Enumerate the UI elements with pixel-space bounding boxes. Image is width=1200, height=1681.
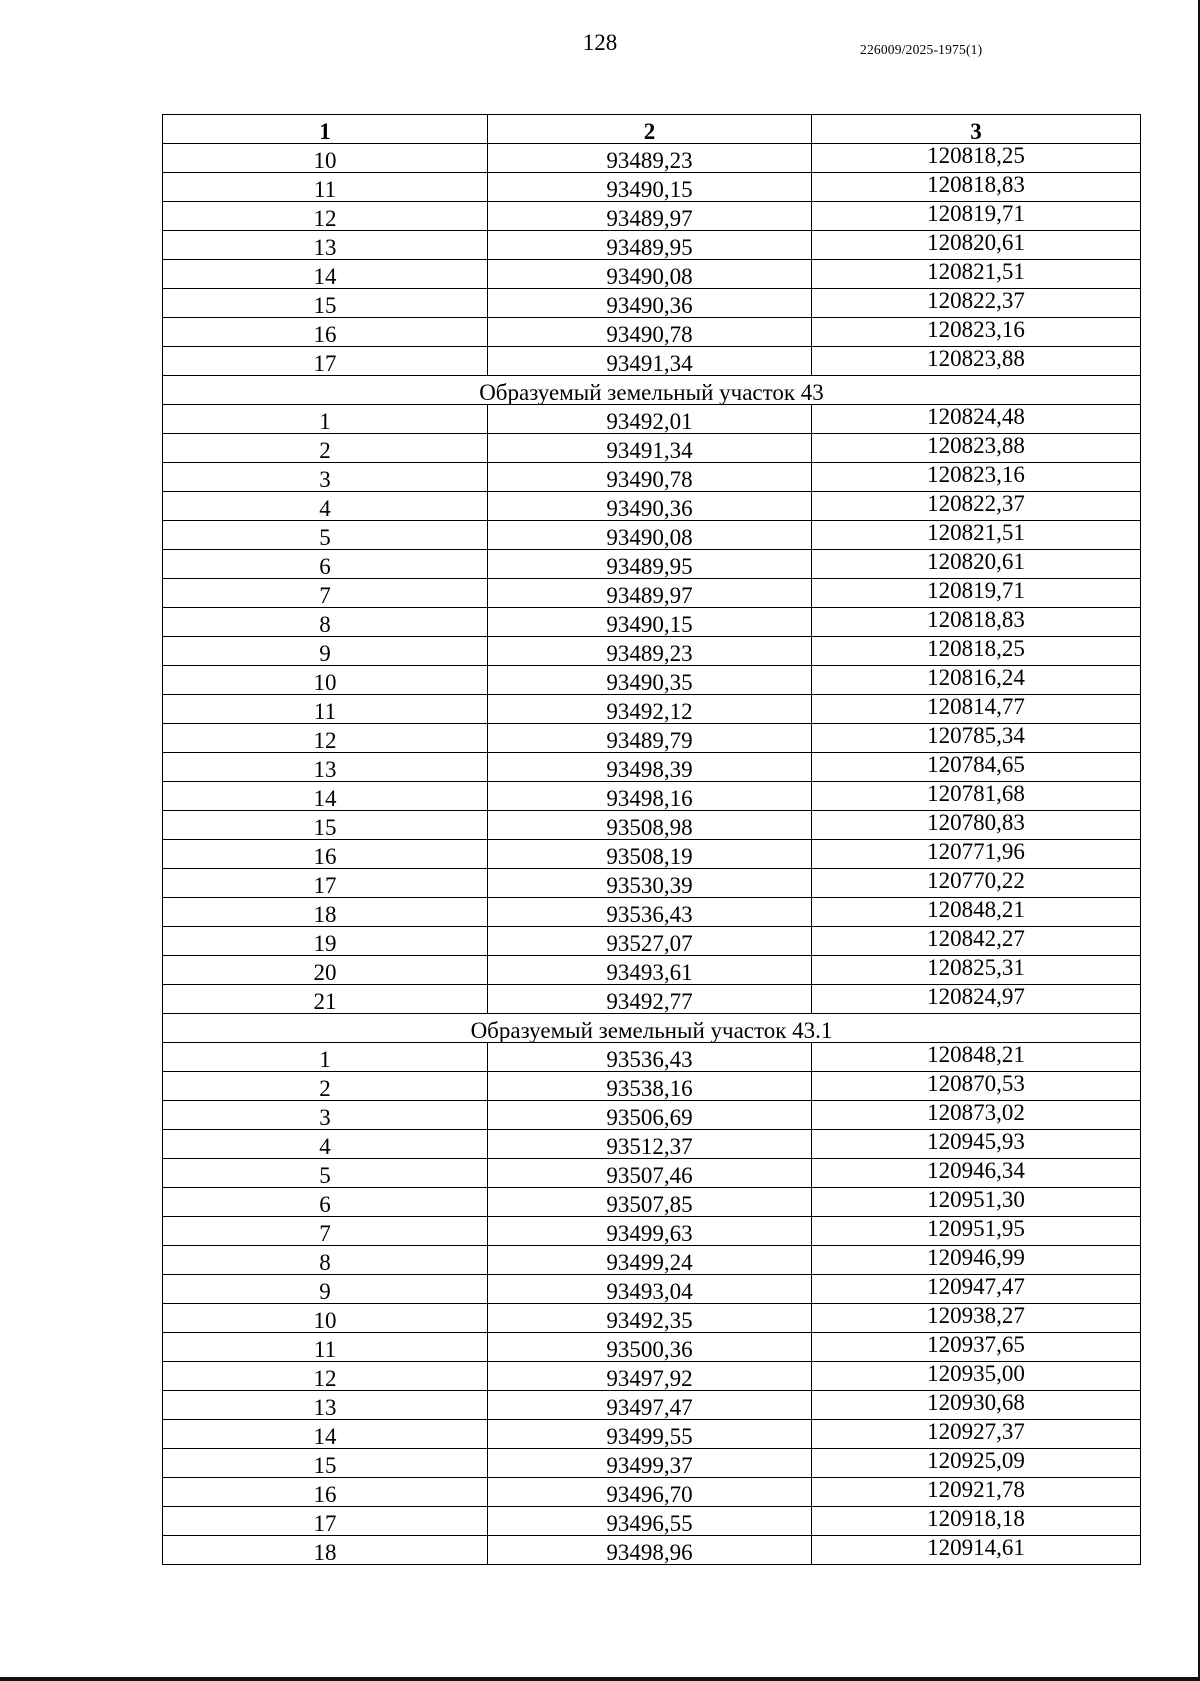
y-coordinate-cell: 120814,77 [812, 695, 1141, 724]
x-coordinate-cell: 93490,15 [488, 173, 812, 202]
x-coordinate-cell: 93489,95 [488, 550, 812, 579]
x-coordinate-cell: 93490,08 [488, 521, 812, 550]
table-row [163, 1275, 1141, 1304]
x-coordinate-cell: 93492,35 [488, 1304, 812, 1333]
coordinates-table [162, 114, 1141, 1565]
y-coordinate-cell: 120951,95 [812, 1217, 1141, 1246]
section-title-row [163, 376, 1141, 405]
point-number-cell: 8 [163, 1246, 488, 1275]
point-number-cell: 6 [163, 1188, 488, 1217]
table-row [163, 753, 1141, 782]
point-number-cell: 15 [163, 289, 488, 318]
y-coordinate-cell: 120816,24 [812, 666, 1141, 695]
x-coordinate-cell: 93500,36 [488, 1333, 812, 1362]
y-coordinate-cell: 120770,22 [812, 869, 1141, 898]
table-row [163, 695, 1141, 724]
table-row [163, 1304, 1141, 1333]
table-row [163, 318, 1141, 347]
point-number-cell: 11 [163, 1333, 488, 1362]
x-coordinate-cell: 93538,16 [488, 1072, 812, 1101]
x-coordinate-cell: 93499,24 [488, 1246, 812, 1275]
x-coordinate-cell: 93492,12 [488, 695, 812, 724]
point-number-cell: 9 [163, 637, 488, 666]
page-number: 128 [582, 30, 618, 55]
y-coordinate-cell: 120823,16 [812, 463, 1141, 492]
x-coordinate-cell: 93508,98 [488, 811, 812, 840]
x-coordinate-cell: 93492,77 [488, 985, 812, 1014]
point-number-cell: 6 [163, 550, 488, 579]
table-row [163, 1072, 1141, 1101]
y-coordinate-cell: 120823,88 [812, 347, 1141, 376]
x-coordinate-cell: 93499,55 [488, 1420, 812, 1449]
table-row [163, 811, 1141, 840]
y-coordinate-cell: 120848,21 [812, 1043, 1141, 1072]
x-coordinate-cell: 93492,01 [488, 405, 812, 434]
point-number-cell: 10 [163, 1304, 488, 1333]
y-coordinate-cell: 120930,68 [812, 1391, 1141, 1420]
x-coordinate-cell: 93491,34 [488, 347, 812, 376]
y-coordinate-cell: 120822,37 [812, 492, 1141, 521]
y-coordinate-cell: 120819,71 [812, 579, 1141, 608]
point-number-cell: 21 [163, 985, 488, 1014]
x-coordinate-cell: 93527,07 [488, 927, 812, 956]
point-number-cell: 12 [163, 202, 488, 231]
point-number-cell: 14 [163, 260, 488, 289]
table-row [163, 173, 1141, 202]
y-coordinate-cell: 120842,27 [812, 927, 1141, 956]
y-coordinate-cell: 120870,53 [812, 1072, 1141, 1101]
x-coordinate-cell: 93507,85 [488, 1188, 812, 1217]
table-row [163, 927, 1141, 956]
point-number-cell: 16 [163, 840, 488, 869]
y-coordinate-cell: 120945,93 [812, 1130, 1141, 1159]
point-number-cell: 1 [163, 405, 488, 434]
y-coordinate-cell: 120873,02 [812, 1101, 1141, 1130]
point-number-cell: 1 [163, 1043, 488, 1072]
point-number-cell: 11 [163, 695, 488, 724]
y-coordinate-cell: 120780,83 [812, 811, 1141, 840]
x-coordinate-cell: 93490,15 [488, 608, 812, 637]
y-coordinate-cell: 120823,16 [812, 318, 1141, 347]
x-coordinate-cell: 93512,37 [488, 1130, 812, 1159]
x-coordinate-cell: 93497,92 [488, 1362, 812, 1391]
point-number-cell: 8 [163, 608, 488, 637]
column-header-2: 2 [488, 115, 812, 144]
table-row [163, 666, 1141, 695]
y-coordinate-cell: 120820,61 [812, 550, 1141, 579]
table-header-row [163, 115, 1141, 144]
point-number-cell: 19 [163, 927, 488, 956]
y-coordinate-cell: 120921,78 [812, 1478, 1141, 1507]
x-coordinate-cell: 93489,97 [488, 202, 812, 231]
point-number-cell: 17 [163, 347, 488, 376]
x-coordinate-cell: 93491,34 [488, 434, 812, 463]
table-row [163, 434, 1141, 463]
x-coordinate-cell: 93499,37 [488, 1449, 812, 1478]
point-number-cell: 11 [163, 173, 488, 202]
y-coordinate-cell: 120823,88 [812, 434, 1141, 463]
table-row [163, 1159, 1141, 1188]
table-row [163, 985, 1141, 1014]
coordinates-table-body [163, 144, 1141, 1565]
table-row [163, 1362, 1141, 1391]
y-coordinate-cell: 120918,18 [812, 1507, 1141, 1536]
x-coordinate-cell: 93497,47 [488, 1391, 812, 1420]
y-coordinate-cell: 120947,47 [812, 1275, 1141, 1304]
table-row [163, 898, 1141, 927]
x-coordinate-cell: 93506,69 [488, 1101, 812, 1130]
y-coordinate-cell: 120820,61 [812, 231, 1141, 260]
table-row [163, 1420, 1141, 1449]
column-header-1: 1 [163, 115, 488, 144]
table-row [163, 782, 1141, 811]
x-coordinate-cell: 93498,16 [488, 782, 812, 811]
point-number-cell: 13 [163, 1391, 488, 1420]
point-number-cell: 17 [163, 869, 488, 898]
point-number-cell: 16 [163, 318, 488, 347]
point-number-cell: 7 [163, 579, 488, 608]
y-coordinate-cell: 120925,09 [812, 1449, 1141, 1478]
x-coordinate-cell: 93508,19 [488, 840, 812, 869]
y-coordinate-cell: 120771,96 [812, 840, 1141, 869]
table-row [163, 1217, 1141, 1246]
point-number-cell: 12 [163, 724, 488, 753]
y-coordinate-cell: 120824,97 [812, 985, 1141, 1014]
y-coordinate-cell: 120946,99 [812, 1246, 1141, 1275]
x-coordinate-cell: 93530,39 [488, 869, 812, 898]
section-title: Образуемый земельный участок 43 [163, 376, 1141, 405]
table-row [163, 1449, 1141, 1478]
x-coordinate-cell: 93499,63 [488, 1217, 812, 1246]
x-coordinate-cell: 93489,79 [488, 724, 812, 753]
x-coordinate-cell: 93489,23 [488, 144, 812, 173]
y-coordinate-cell: 120937,65 [812, 1333, 1141, 1362]
table-row [163, 347, 1141, 376]
table-row [163, 608, 1141, 637]
table-row [163, 289, 1141, 318]
point-number-cell: 20 [163, 956, 488, 985]
table-row [163, 231, 1141, 260]
y-coordinate-cell: 120824,48 [812, 405, 1141, 434]
y-coordinate-cell: 120781,68 [812, 782, 1141, 811]
y-coordinate-cell: 120818,83 [812, 173, 1141, 202]
table-row [163, 260, 1141, 289]
point-number-cell: 17 [163, 1507, 488, 1536]
point-number-cell: 15 [163, 811, 488, 840]
y-coordinate-cell: 120784,65 [812, 753, 1141, 782]
table-row [163, 463, 1141, 492]
point-number-cell: 3 [163, 1101, 488, 1130]
x-coordinate-cell: 93498,39 [488, 753, 812, 782]
point-number-cell: 4 [163, 492, 488, 521]
x-coordinate-cell: 93493,61 [488, 956, 812, 985]
x-coordinate-cell: 93489,95 [488, 231, 812, 260]
x-coordinate-cell: 93493,04 [488, 1275, 812, 1304]
y-coordinate-cell: 120946,34 [812, 1159, 1141, 1188]
x-coordinate-cell: 93498,96 [488, 1536, 812, 1565]
point-number-cell: 5 [163, 1159, 488, 1188]
point-number-cell: 13 [163, 231, 488, 260]
point-number-cell: 9 [163, 1275, 488, 1304]
x-coordinate-cell: 93490,78 [488, 318, 812, 347]
point-number-cell: 10 [163, 144, 488, 173]
table-row [163, 202, 1141, 231]
table-row [163, 840, 1141, 869]
point-number-cell: 18 [163, 898, 488, 927]
table-row [163, 1391, 1141, 1420]
y-coordinate-cell: 120927,37 [812, 1420, 1141, 1449]
x-coordinate-cell: 93507,46 [488, 1159, 812, 1188]
y-coordinate-cell: 120938,27 [812, 1304, 1141, 1333]
point-number-cell: 2 [163, 1072, 488, 1101]
y-coordinate-cell: 120848,21 [812, 898, 1141, 927]
document-code: 226009/2025-1975(1) [860, 42, 983, 57]
table-row [163, 579, 1141, 608]
point-number-cell: 16 [163, 1478, 488, 1507]
table-row [163, 492, 1141, 521]
point-number-cell: 13 [163, 753, 488, 782]
x-coordinate-cell: 93490,36 [488, 492, 812, 521]
y-coordinate-cell: 120825,31 [812, 956, 1141, 985]
x-coordinate-cell: 93496,55 [488, 1507, 812, 1536]
point-number-cell: 12 [163, 1362, 488, 1391]
point-number-cell: 18 [163, 1536, 488, 1565]
column-header-3: 3 [812, 115, 1141, 144]
x-coordinate-cell: 93490,35 [488, 666, 812, 695]
point-number-cell: 7 [163, 1217, 488, 1246]
table-row [163, 869, 1141, 898]
point-number-cell: 5 [163, 521, 488, 550]
table-row [163, 1478, 1141, 1507]
table-row [163, 405, 1141, 434]
table-row [163, 1246, 1141, 1275]
table-row [163, 1130, 1141, 1159]
section-title-row [163, 1014, 1141, 1043]
x-coordinate-cell: 93490,36 [488, 289, 812, 318]
table-row [163, 956, 1141, 985]
table-row [163, 724, 1141, 753]
y-coordinate-cell: 120821,51 [812, 260, 1141, 289]
y-coordinate-cell: 120819,71 [812, 202, 1141, 231]
x-coordinate-cell: 93489,23 [488, 637, 812, 666]
x-coordinate-cell: 93490,78 [488, 463, 812, 492]
table-row [163, 637, 1141, 666]
y-coordinate-cell: 120821,51 [812, 521, 1141, 550]
point-number-cell: 14 [163, 1420, 488, 1449]
table-row [163, 1101, 1141, 1130]
point-number-cell: 14 [163, 782, 488, 811]
y-coordinate-cell: 120818,83 [812, 608, 1141, 637]
y-coordinate-cell: 120785,34 [812, 724, 1141, 753]
point-number-cell: 2 [163, 434, 488, 463]
x-coordinate-cell: 93536,43 [488, 1043, 812, 1072]
y-coordinate-cell: 120951,30 [812, 1188, 1141, 1217]
point-number-cell: 10 [163, 666, 488, 695]
scan-edge-bottom [0, 1677, 1200, 1681]
x-coordinate-cell: 93496,70 [488, 1478, 812, 1507]
x-coordinate-cell: 93536,43 [488, 898, 812, 927]
y-coordinate-cell: 120818,25 [812, 144, 1141, 173]
point-number-cell: 3 [163, 463, 488, 492]
y-coordinate-cell: 120822,37 [812, 289, 1141, 318]
y-coordinate-cell: 120914,61 [812, 1536, 1141, 1565]
x-coordinate-cell: 93490,08 [488, 260, 812, 289]
table-row [163, 1507, 1141, 1536]
table-row [163, 1188, 1141, 1217]
point-number-cell: 15 [163, 1449, 488, 1478]
y-coordinate-cell: 120818,25 [812, 637, 1141, 666]
table-row [163, 550, 1141, 579]
table-row [163, 1333, 1141, 1362]
table-row [163, 521, 1141, 550]
y-coordinate-cell: 120935,00 [812, 1362, 1141, 1391]
x-coordinate-cell: 93489,97 [488, 579, 812, 608]
table-row [163, 1043, 1141, 1072]
table-row [163, 1536, 1141, 1565]
table-row [163, 144, 1141, 173]
point-number-cell: 4 [163, 1130, 488, 1159]
section-title: Образуемый земельный участок 43.1 [163, 1014, 1141, 1043]
